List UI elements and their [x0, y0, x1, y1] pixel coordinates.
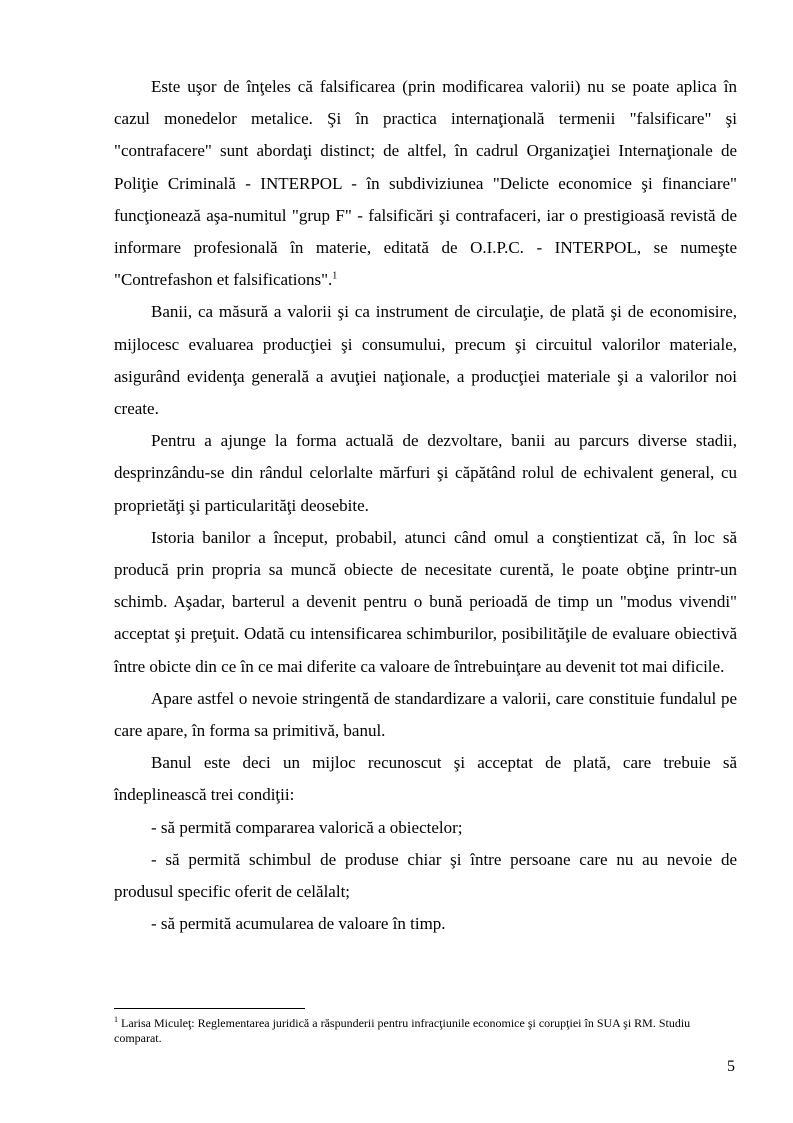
paragraph-falsification	[114, 71, 737, 296]
footnote-text: Larisa Miculeţ: Reglementarea juridică a răspunderii pentru infracţiunile economice şi corupţiei în SUA şi RM. Studiu comparat.	[114, 1016, 691, 1045]
condition-item: - să permită acumularea de valoare în timp.	[151, 914, 446, 934]
paragraph-text: Este uşor de înţeles că falsificarea (prin modificarea valorii) nu se poate aplica în cazul monedelor metalice. Şi în practica internaţională termenii "falsificare" şi "contrafacere" sunt abordaţi distinct; de altfel, în cadrul Organizaţiei Internaţionale de Poliţie Criminală - INTERPOL - în subdiviziunea "Delicte economice şi financiare" funcţionează aşa-numitul "grup F" - falsificări şi contrafaceri, iar o prestigioasă revistă de informare profesională în materie, editată de O.I.P.C. - INTERPOL, se numeşte "Contrefashon et falsifications".	[114, 77, 737, 290]
paragraph-money-role: Banii, ca măsură a valorii şi ca instrument de circulaţie, de plată şi de economisire, mijlocesc evaluarea producţiei şi consumului, precum şi circuitul valorilor materiale, asigurând evidenţa generală a avuţiei naţionale, a producţiei materiale şi a valorilor noi create.	[114, 302, 737, 419]
footnote-marker: 1	[114, 1015, 118, 1024]
footnote-reference[interactable]: 1	[332, 270, 338, 282]
condition-item: - să permită compararea valorică a obiectelor;	[151, 817, 463, 837]
paragraph-money-history: Istoria banilor a început, probabil, atunci când omul a conştientizat că, în loc să producă prin propria sa muncă obiecte de necesitate curentă, le poate obţine printr-un schimb. Aşadar, barterul a devenit pentru o bună perioadă de timp un "modus vivendi" acceptat şi preţuit. Odată cu intensificarea schimburilor, posibilităţile de evaluare obiectivă între obicte din ce în ce mai diferite ca valoare de întrebuinţare au devenit tot mai dificile.	[114, 527, 737, 676]
paragraph-conditions-intro: Banul este deci un mijloc recunoscut şi acceptat de plată, care trebuie să îndeplinească trei condiţii:	[114, 753, 737, 805]
condition-item: - să permită schimbul de produse chiar şi între persoane care nu au nevoie de produsul specific oferit de celălalt;	[114, 849, 737, 902]
footnote	[114, 1016, 737, 1046]
page-number: 5	[727, 1058, 735, 1075]
footnote-separator	[114, 1008, 305, 1009]
paragraph-standardization: Apare astfel o nevoie stringentă de standardizare a valorii, care constituie fundalul pe care apare, în forma sa primitivă, banul.	[114, 688, 737, 741]
paragraph-money-stages: Pentru a ajunge la forma actuală de dezvoltare, banii au parcurs diverse stadii, desprinzându-se din rândul celorlalte mărfuri şi căpătând rolul de echivalent general, cu proprietăţi şi particularităţi deosebite.	[114, 431, 737, 515]
body-text	[114, 71, 737, 940]
